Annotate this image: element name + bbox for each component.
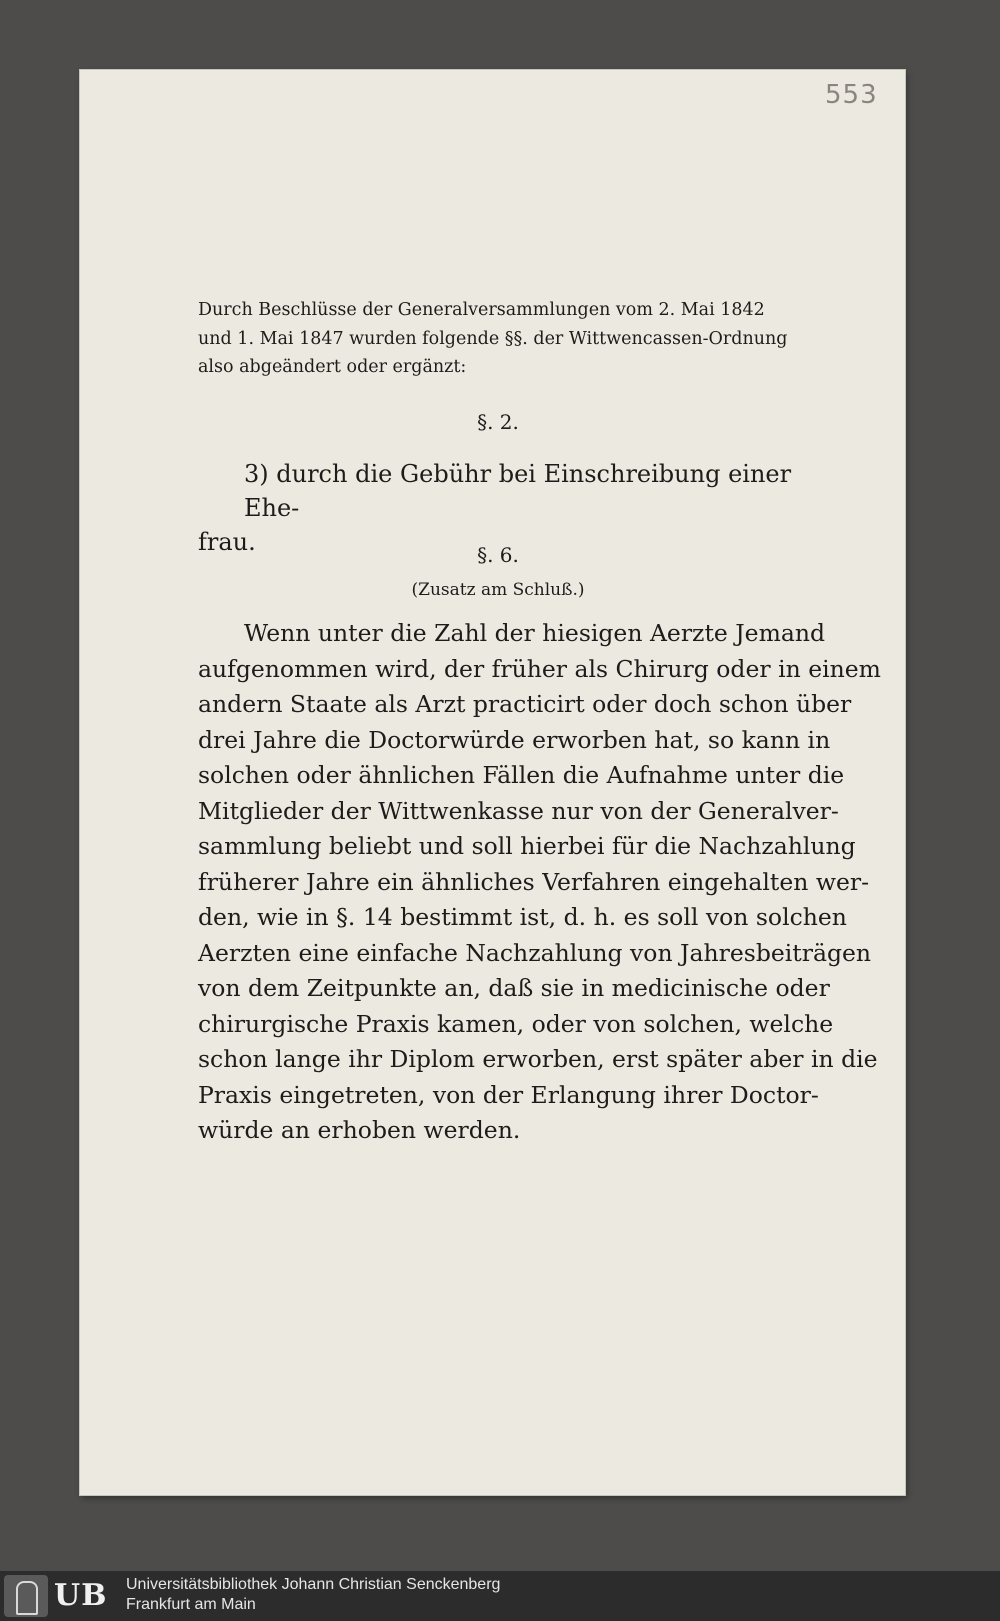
paragraph-line: sammlung beliebt und soll hierbei für die Nachzahlung [198, 832, 856, 860]
paragraph-line: von dem Zeitpunkte an, daß sie in medicinische oder [198, 974, 830, 1002]
section-6-subheading: (Zusatz am Schluß.) [411, 580, 585, 600]
paragraph-line: Praxis eingetreten, von der Erlangung ihrer Doctor- [198, 1080, 819, 1109]
intro-line: Durch Beschlüsse der Generalversammlungen vom 2. Mai 1842 [198, 300, 765, 320]
paragraph-line: Aerzten eine einfache Nachzahlung von Jahresbeiträgen [198, 938, 872, 967]
intro-line: also abgeändert oder ergänzt: [198, 357, 467, 377]
library-location: Frankfurt am Main [126, 1596, 256, 1613]
paragraph-line: früherer Jahre ein ähnliches Verfahren eingehalten wer- [198, 867, 870, 896]
paragraph-line: chirurgische Praxis kamen, oder von solchen, welche [198, 1009, 834, 1038]
paragraph-line: solchen oder ähnlichen Fällen die Aufnahme unter die [198, 761, 845, 789]
section-6-heading: §. 6. [477, 543, 519, 567]
paragraph-line: Wenn unter die Zahl der hiesigen Aerzte Jemand [244, 619, 826, 647]
library-footer [0, 1571, 1000, 1621]
page-number: 553 [825, 80, 878, 110]
library-logo[interactable] [4, 1575, 114, 1617]
intro-line: und 1. Mai 1847 wurden folgende §§. der Wittwencassen-Ordnung [198, 328, 788, 349]
paragraph-line: andern Staate als Arzt practicirt oder doch schon über [198, 690, 852, 718]
clause-line: frau. [198, 528, 256, 556]
clause-line: 3) durch die Gebühr bei Einschreibung einer Ehe- [244, 460, 792, 522]
logo-text: UB [54, 1578, 108, 1613]
paragraph-line: schon lange ihr Diplom erworben, erst später aber in die [198, 1045, 878, 1073]
paragraph-line: Mitglieder der Wittwenkasse nur von der Generalver- [198, 796, 839, 825]
section-2-heading: §. 2. [477, 410, 519, 434]
paragraph-line: den, wie in §. 14 bestimmt ist, d. h. es soll von solchen [198, 903, 847, 931]
paragraph-line: aufgenommen wird, der früher als Chirurg oder in einem [198, 654, 881, 683]
paragraph-line: drei Jahre die Doctorwürde erworben hat, so kann in [198, 725, 831, 754]
paragraph-line: würde an erhoben werden. [198, 1116, 521, 1144]
library-name: Universitätsbibliothek Johann Christian Senckenberg [126, 1576, 501, 1593]
library-emblem-icon [4, 1575, 48, 1617]
intro-paragraph [198, 296, 798, 382]
section-6-paragraph [198, 616, 881, 1149]
